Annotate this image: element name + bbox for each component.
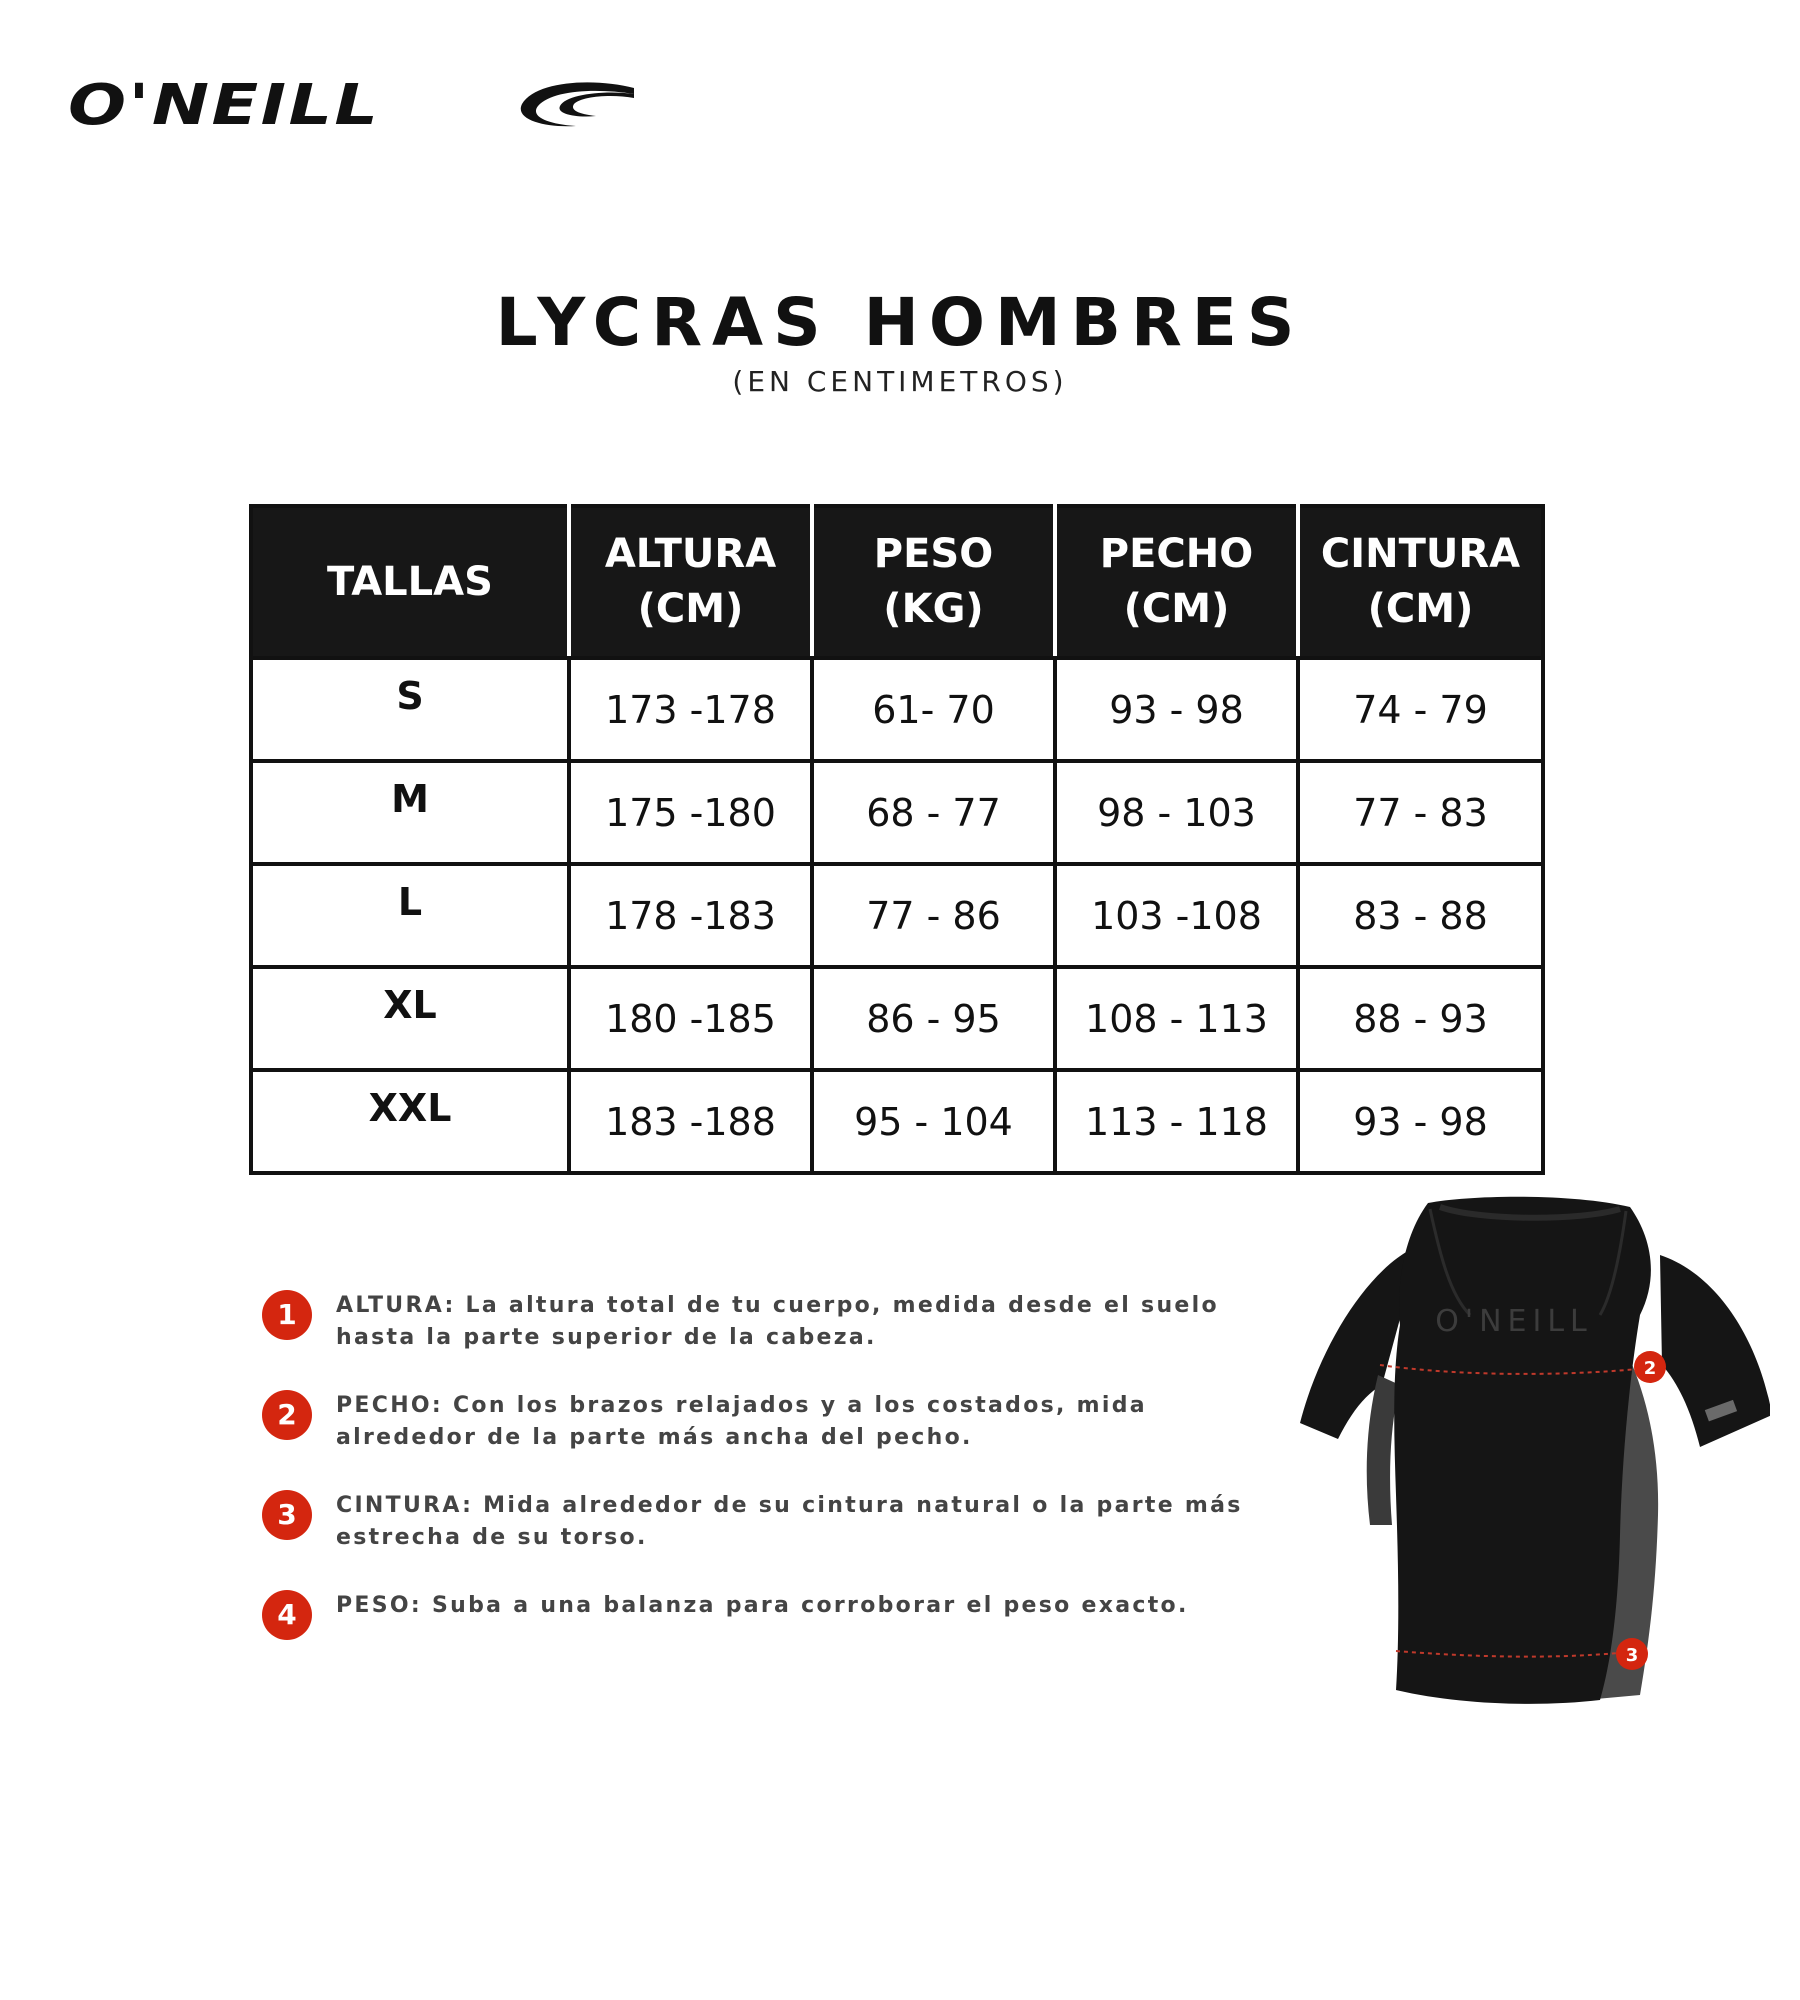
altura-cell: 178 -183: [569, 864, 812, 967]
brand-wordmark: O'NEILL: [68, 73, 381, 138]
peso-cell: 86 - 95: [812, 967, 1055, 1070]
number-badge: 4: [262, 1590, 312, 1640]
legend-text: PECHO: Con los brazos relajados y a los costados, mida alrededor de la parte más ancha del pecho.: [336, 1393, 1147, 1450]
cintura-cell: 83 - 88: [1298, 864, 1543, 967]
pecho-cell: 98 - 103: [1055, 761, 1298, 864]
cintura-cell: 74 - 79: [1298, 658, 1543, 761]
size-cell: L: [251, 864, 569, 967]
column-header-peso: PESO (KG): [812, 506, 1055, 658]
peso-cell: 77 - 86: [812, 864, 1055, 967]
legend-text: ALTURA: La altura total de tu cuerpo, medida desde el suelo hasta la parte superior de la cabeza.: [336, 1293, 1219, 1350]
table-row: [251, 967, 1543, 1070]
pecho-cell: 108 - 113: [1055, 967, 1298, 1070]
peso-cell: 95 - 104: [812, 1070, 1055, 1173]
peso-cell: 61- 70: [812, 658, 1055, 761]
size-cell: M: [251, 761, 569, 864]
altura-cell: 175 -180: [569, 761, 812, 864]
rash-guard-illustration: [1300, 1195, 1770, 1715]
cintura-cell: 77 - 83: [1298, 761, 1543, 864]
altura-cell: 173 -178: [569, 658, 812, 761]
pecho-cell: 103 -108: [1055, 864, 1298, 967]
svg-text:3: 3: [1625, 1645, 1639, 1666]
number-badge: 1: [262, 1290, 312, 1340]
legend-text: CINTURA: Mida alrededor de su cintura natural o la parte más estrecha de su torso.: [336, 1493, 1243, 1550]
peso-cell: 68 - 77: [812, 761, 1055, 864]
chest-print: O'NEILL: [1435, 1304, 1593, 1339]
legend-item-altura: [262, 1290, 1282, 1354]
svg-text:2: 2: [1643, 1358, 1657, 1379]
column-header-pecho: PECHO (CM): [1055, 506, 1298, 658]
table-row: [251, 864, 1543, 967]
pecho-cell: 113 - 118: [1055, 1070, 1298, 1173]
altura-cell: 180 -185: [569, 967, 812, 1070]
altura-cell: 183 -188: [569, 1070, 812, 1173]
shirt-body: [1394, 1197, 1651, 1704]
page-title: LYCRAS HOMBRES: [495, 284, 1305, 361]
column-header-tallas: TALLAS: [251, 506, 569, 658]
cintura-cell: 88 - 93: [1298, 967, 1543, 1070]
wave-logo-icon: [516, 80, 636, 130]
page-subtitle: (EN CENTIMETROS): [732, 365, 1068, 398]
column-header-altura: ALTURA (CM): [569, 506, 812, 658]
legend-item-pecho: [262, 1390, 1282, 1454]
size-cell: XXL: [251, 1070, 569, 1173]
size-cell: XL: [251, 967, 569, 1070]
pecho-cell: 93 - 98: [1055, 658, 1298, 761]
legend-item-cintura: [262, 1490, 1282, 1554]
legend-text: PESO: Suba a una balanza para corroborar el peso exacto.: [336, 1593, 1189, 1618]
size-cell: S: [251, 658, 569, 761]
table-row: [251, 658, 1543, 761]
cintura-cell: 93 - 98: [1298, 1070, 1543, 1173]
number-badge: 3: [262, 1490, 312, 1540]
brand-logo: [68, 73, 381, 138]
table-header-row: [251, 506, 1543, 658]
size-table: [249, 504, 1545, 1175]
column-header-cintura: CINTURA (CM): [1298, 506, 1543, 658]
measurement-legend: [262, 1290, 1282, 1680]
table-row: [251, 761, 1543, 864]
legend-item-peso: [262, 1590, 1282, 1644]
number-badge: 2: [262, 1390, 312, 1440]
table-row: [251, 1070, 1543, 1173]
